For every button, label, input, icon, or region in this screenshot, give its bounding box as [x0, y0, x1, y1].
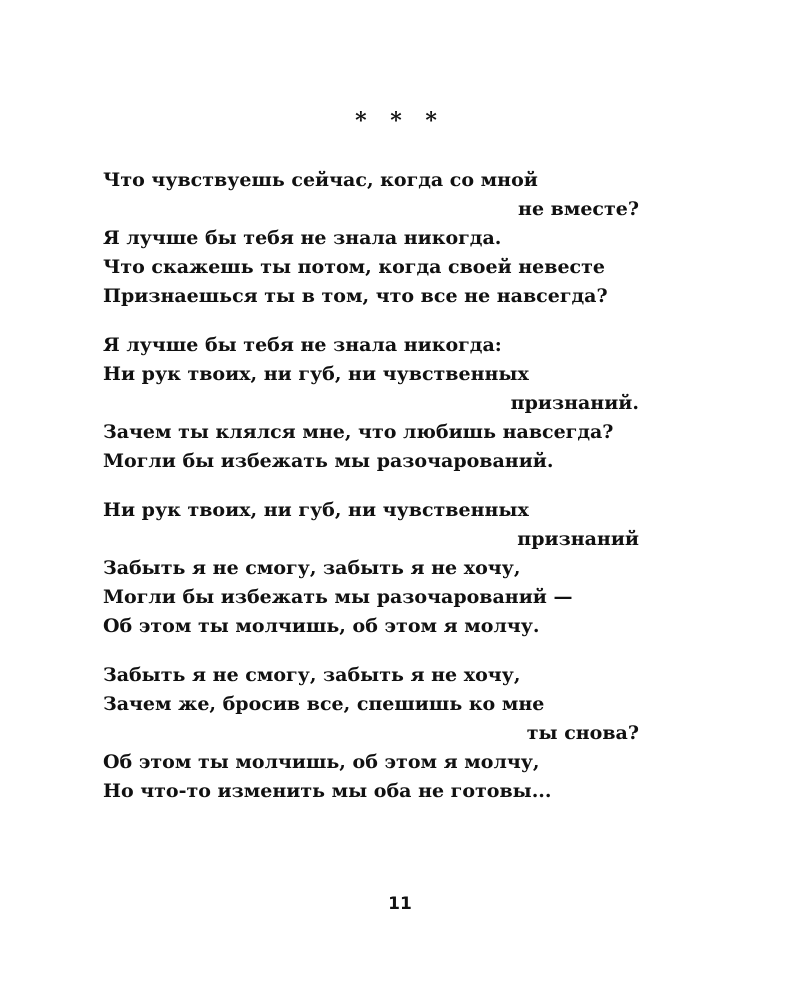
poem-line: Что чувствуешь сейчас, когда со мной: [103, 169, 538, 191]
stanza-2: [103, 331, 643, 476]
poem-line-continuation: не вместе?: [518, 198, 639, 220]
stanza-4: [103, 661, 643, 806]
poem-line: Признаешься ты в том, что все не навсегда?: [103, 285, 608, 307]
poem-line: Об этом ты молчишь, об этом я молчу.: [103, 615, 540, 637]
page-number: 11: [388, 894, 412, 914]
poem-line-continuation: ты снова?: [526, 722, 639, 744]
poem-line: Я лучше бы тебя не знала никогда.: [103, 227, 502, 249]
poem-line: Забыть я не смогу, забыть я не хочу,: [103, 557, 521, 579]
poem-line: Зачем ты клялся мне, что любишь навсегда?: [103, 421, 614, 443]
poem-line: Зачем же, бросив все, спешишь ко мне: [103, 693, 545, 715]
stanza-3: [103, 496, 643, 641]
poem-line: Что скажешь ты потом, когда своей невесте: [103, 256, 605, 278]
poem: [103, 166, 643, 826]
poem-line: Но что-то изменить мы оба не готовы...: [103, 780, 552, 802]
stanza-1: [103, 166, 643, 311]
poem-line-continuation: признаний.: [510, 392, 639, 414]
poem-line: Я лучше бы тебя не знала никогда:: [103, 334, 502, 356]
poem-line: Могли бы избежать мы разочарований.: [103, 450, 554, 472]
section-ornament: * * *: [355, 108, 445, 134]
poem-line: Могли бы избежать мы разочарований —: [103, 586, 573, 608]
poem-line: Забыть я не смогу, забыть я не хочу,: [103, 664, 521, 686]
poem-line-continuation: признаний: [517, 528, 639, 550]
poem-line: Ни рук твоих, ни губ, ни чувственных: [103, 499, 529, 521]
poem-line: Ни рук твоих, ни губ, ни чувственных: [103, 363, 529, 385]
poem-line: Об этом ты молчишь, об этом я молчу,: [103, 751, 540, 773]
